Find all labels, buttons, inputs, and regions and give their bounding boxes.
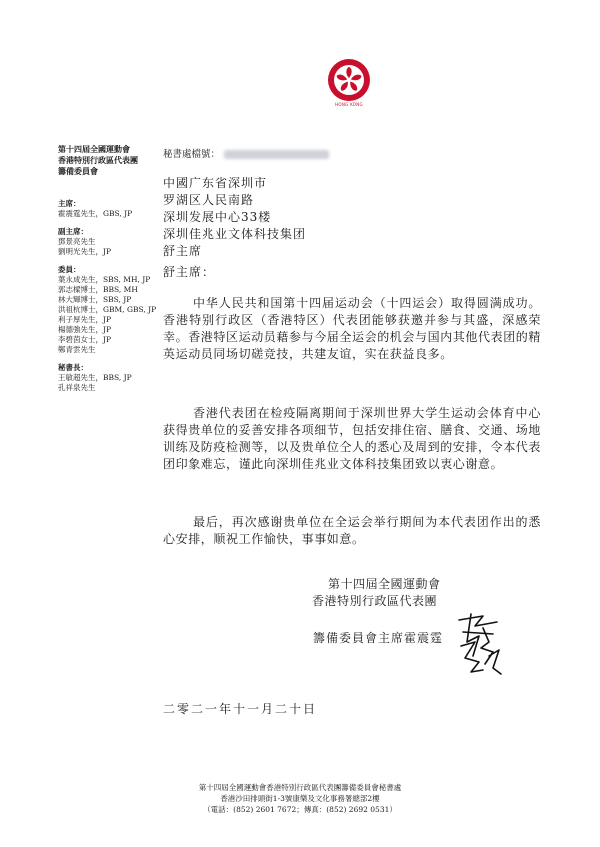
- sidebar-group-members: [58, 265, 168, 355]
- sidebar-group-vice-chairman: [58, 227, 168, 257]
- footer-line: （電話：(852) 2601 7672；傳真：(852) 2692 0531）: [203, 805, 397, 814]
- address-line: 中國广东省深圳市: [163, 176, 268, 190]
- letterhead-footer: [0, 782, 600, 815]
- sidebar-group-chairman: [58, 199, 168, 219]
- sidebar-member: 葉永成先生，SBS, MH, JP: [58, 275, 151, 284]
- reference-label: 秘書處檔號：: [163, 149, 221, 160]
- address-line: 罗湖区人民南路: [163, 193, 255, 207]
- sidebar-group-secretary-general: [58, 363, 168, 393]
- recipient-address: [163, 175, 306, 260]
- signatory-title: 籌備委員會主席霍震霆: [313, 631, 444, 645]
- signature-org-line: 第十四屆全國運動會: [328, 577, 441, 591]
- reference-line: [163, 146, 329, 160]
- sidebar-member: 鄭青雲先生: [58, 345, 96, 354]
- sidebar-member: 郭志樑博士，BBS, MH: [58, 285, 138, 294]
- sidebar-member: 林大輝博士，SBS, JP: [58, 295, 132, 304]
- address-line: 深圳发展中心33楼: [163, 210, 272, 224]
- sidebar-org-line: 第十四屆全國運動會: [58, 144, 130, 154]
- sidebar-group-label: 秘書長：: [58, 363, 88, 372]
- sidebar-group-label: 主席：: [58, 199, 81, 208]
- sidebar-member: 鄧景亮先生: [58, 237, 96, 246]
- letter-date: 二零二一年十一月二十日: [163, 702, 318, 716]
- sidebar-org-line: 香港特別行政區代表團: [58, 155, 138, 165]
- handwritten-signature: [453, 612, 505, 678]
- sidebar-member: 孔祥泉先生: [58, 383, 96, 392]
- sidebar-member: 王敏超先生，BBS, JP: [58, 373, 132, 382]
- letter-paragraph: 最后，再次感谢贵单位在全运会举行期间为本代表团作出的悉心安排，顺祝工作愉快，事事如意。: [163, 515, 541, 546]
- redacted-reference-number: [224, 150, 329, 159]
- sidebar-member: 霍震霆先生，GBS, JP: [58, 209, 133, 218]
- footer-line: 香港沙田排頭街1-3號康樂及文化事務署總部2樓: [220, 794, 380, 803]
- bauhinia-emblem-icon: [327, 58, 371, 102]
- sidebar-group-label: 委員：: [58, 265, 81, 274]
- address-line: 深圳佳兆业文体科技集团: [163, 227, 307, 241]
- emblem-label: HONG KONG: [335, 102, 363, 107]
- letter-paragraph: 香港代表团在检疫隔离期间于深圳世界大学生运动会体育中心获得贵单位的妥善安排各项细节，包括安排住宿、膳食、交通、场地训练及防疫检测等，以及贵单位仝人的悉心及周到的安排，令本代表团印象难忘，谨此向深圳佳兆业文体科技集团致以衷心谢意。: [163, 406, 542, 471]
- sidebar-member: 李碧茵女士，JP: [58, 335, 112, 344]
- letter-paragraph: 中华人民共和国第十四届运动会（十四运会）取得圆满成功。香港特别行政区（香港特区）代表团能够获邀并参与其盛，深感荣幸。香港特区运动员藉参与今届全运会的机会与国内其他代表团的精英运动员同场切磋竞技，共建友谊，实在获益良多。: [163, 296, 542, 361]
- footer-line: 第十四屆全國運動會香港特別行政區代表團籌備委員會秘書處: [198, 783, 402, 792]
- sidebar-group-label: 副主席：: [58, 227, 88, 236]
- sidebar-org-line: 籌備委員會: [58, 166, 98, 176]
- salutation: 舒主席：: [163, 265, 216, 279]
- sidebar-member: 利子厚先生，JP: [58, 315, 112, 324]
- signature-org-line: 香港特別行政區代表團: [312, 594, 438, 608]
- sidebar-member: 劉明光先生，JP: [58, 247, 112, 256]
- sidebar-member: 楊德強先生，JP: [58, 325, 112, 334]
- address-line: 舒主席: [163, 244, 203, 258]
- committee-sidebar: [58, 144, 168, 393]
- sidebar-member: 洪祖杭博士，GBM, GBS, JP: [58, 305, 157, 314]
